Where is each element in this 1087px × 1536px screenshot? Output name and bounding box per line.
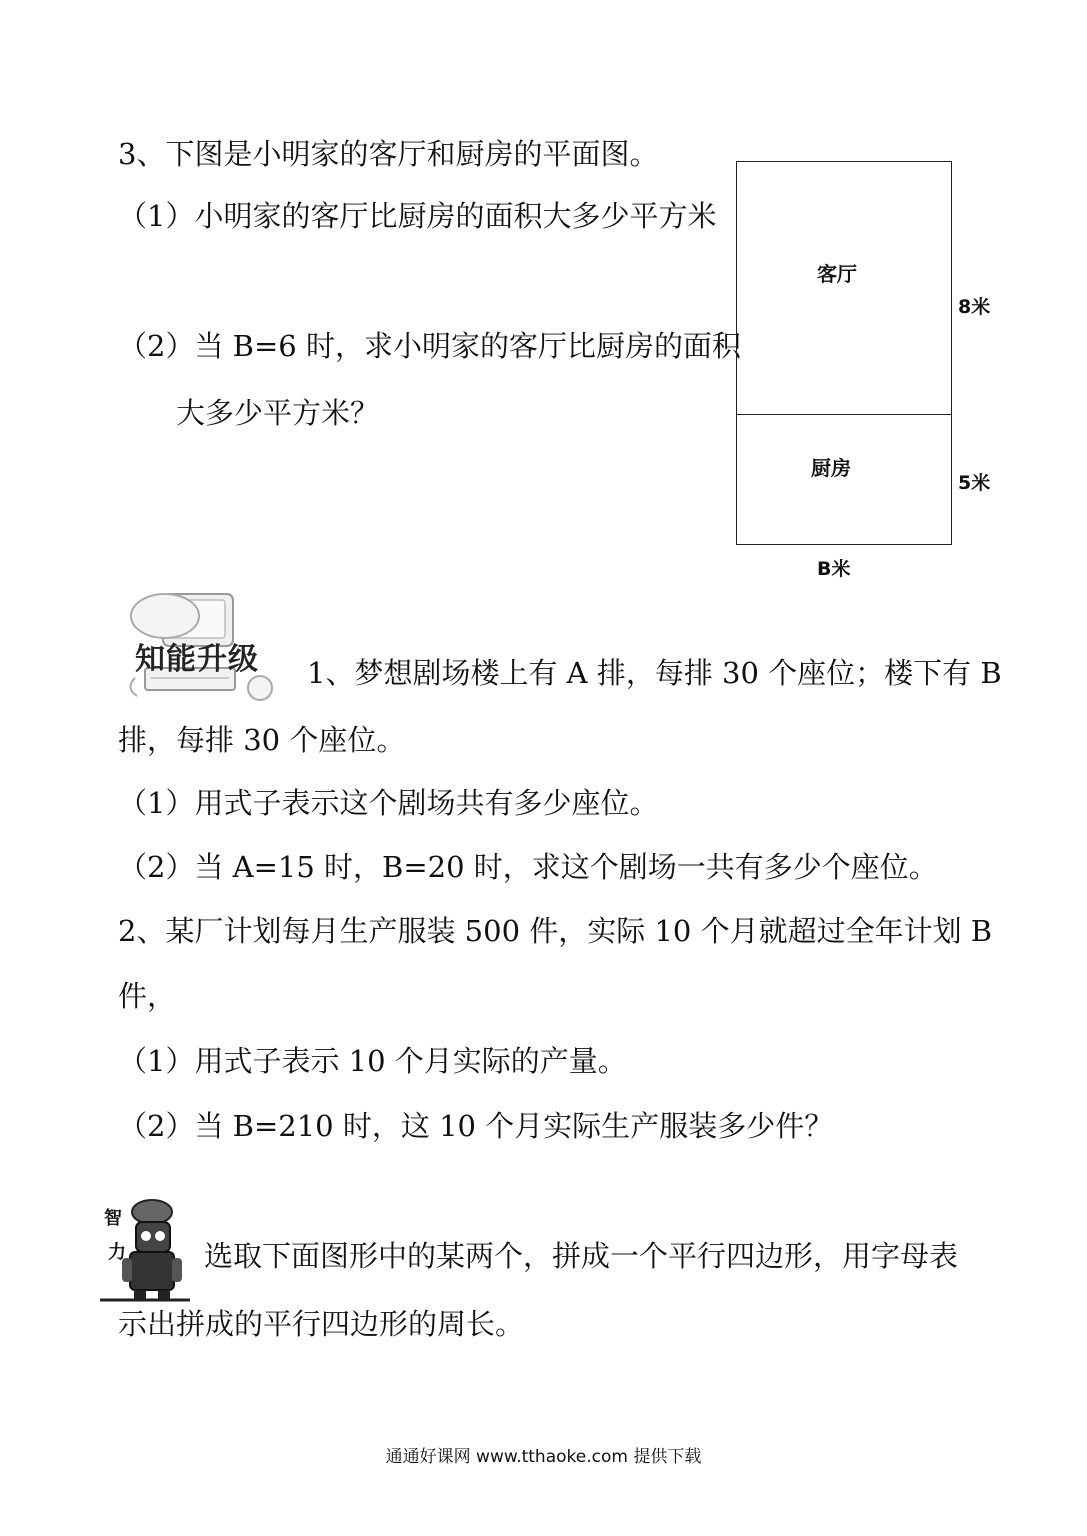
problem3-question2-line1: （2）当 B=6 时，求小明家的客厅比厨房的面积: [118, 329, 741, 363]
page-footer: 通通好课网 www.tthaoke.com 提供下载: [385, 1447, 702, 1467]
kitchen-height-label: 5米: [958, 472, 991, 494]
problem3-question1: （1）小明家的客厅比厨房的面积大多少平方米: [118, 199, 717, 233]
living-room-label: 客厅: [817, 262, 857, 286]
room-divider: [737, 414, 951, 415]
width-label: B米: [817, 558, 851, 580]
challenge-badge-char1: 智: [104, 1208, 122, 1229]
upgrade-problem1-question1: （1）用式子表示这个剧场共有多少座位。: [118, 786, 659, 820]
floor-plan-diagram: [736, 161, 952, 545]
upgrade-problem2-question2: （2）当 B=210 时，这 10 个月实际生产服装多少件？: [118, 1109, 834, 1143]
upgrade-badge: [115, 588, 275, 708]
upgrade-problem1-line2: 排，每排 30 个座位。: [118, 723, 406, 757]
challenge-line2: 示出拼成的平行四边形的周长。: [118, 1307, 525, 1341]
problem3-question2-line2: 大多少平方米？: [176, 396, 380, 430]
kitchen-label: 厨房: [811, 456, 851, 480]
challenge-badge: [100, 1198, 195, 1303]
upgrade-badge-text: 知能升级: [135, 642, 259, 677]
upgrade-problem1-line1: 1、梦想剧场楼上有 A 排，每排 30 个座位；楼下有 B: [307, 656, 1002, 690]
upgrade-problem2-line1: 2、某厂计划每月生产服装 500 件，实际 10 个月就超过全年计划 B: [118, 914, 993, 948]
upgrade-problem2-line2: 件，: [118, 979, 177, 1013]
living-room-height-label: 8米: [958, 296, 991, 318]
upgrade-problem2-question1: （1）用式子表示 10 个月实际的产量。: [118, 1044, 627, 1078]
challenge-badge-char2: 力: [108, 1242, 126, 1263]
problem3-title: 3、下图是小明家的客厅和厨房的平面图。: [118, 137, 659, 171]
challenge-line1: 选取下面图形中的某两个，拼成一个平行四边形，用字母表: [204, 1239, 959, 1273]
upgrade-problem1-question2: （2）当 A=15 时，B=20 时，求这个剧场一共有多少个座位。: [118, 850, 938, 884]
